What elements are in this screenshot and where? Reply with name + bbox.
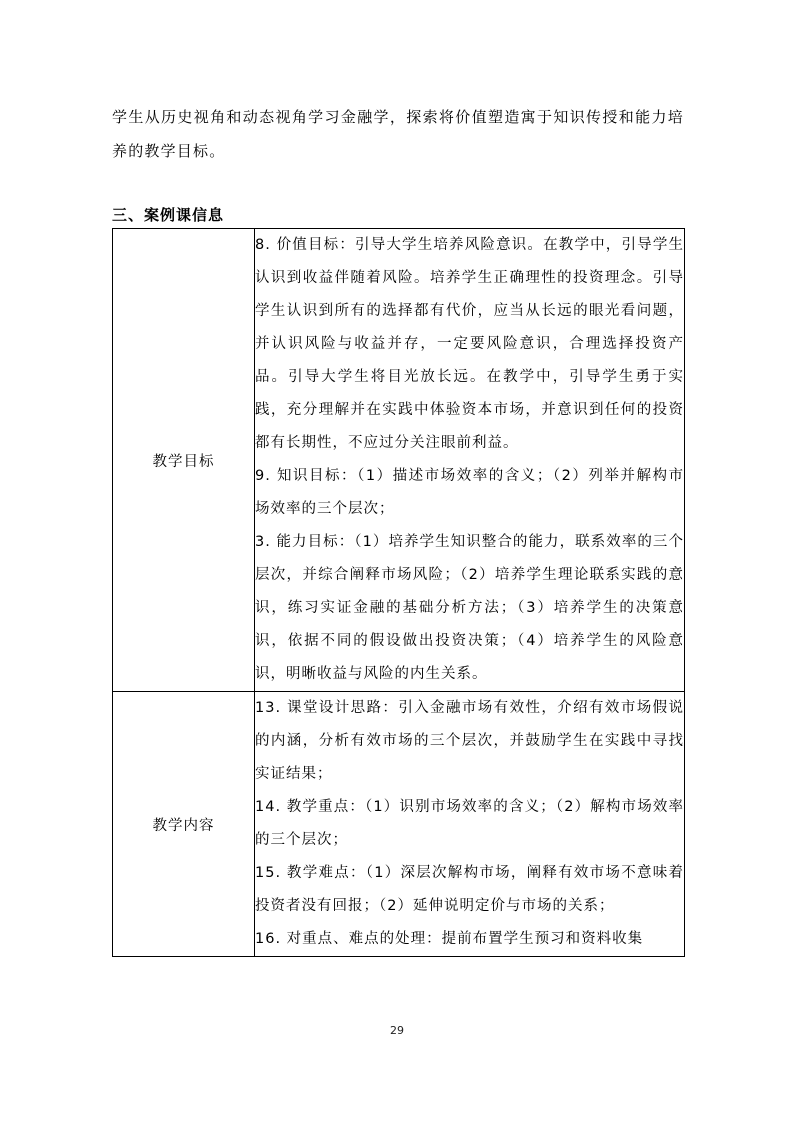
row-label-teaching-objectives: 教学目标 bbox=[113, 229, 255, 692]
intro-text bbox=[112, 100, 684, 168]
knowledge-objective-paragraph: 9. 知识目标：（1）描述市场效率的含义；（2）列举并解构市场效率的三个层次； bbox=[255, 468, 684, 517]
difficult-points-paragraph: 15. 教学难点：（1）深层次解构市场，阐释有效市场不意味着投资者没有回报；（2）延伸说明定价与市场的关系； bbox=[255, 865, 684, 914]
key-points-paragraph: 14. 教学重点：（1）识别市场效率的含义；（2）解构市场效率的三个层次； bbox=[255, 799, 684, 848]
row-label-teaching-content: 教学内容 bbox=[113, 692, 255, 957]
ability-objective-paragraph: 3. 能力目标：（1）培养学生知识整合的能力，联系效率的三个层次，并综合阐释市场风险；（2）培养学生理论联系实践的意识，练习实证金融的基础分析方法；（3）培养学生的决策意识，依据不同的假设做出投资决策；（4）培养学生的风险意识，明晰收益与风险的内生关系。 bbox=[255, 534, 684, 682]
handling-paragraph: 16. 对重点、难点的处理：提前布置学生预习和资料收集 bbox=[255, 931, 644, 947]
table-row-teaching-objectives bbox=[113, 229, 685, 692]
page-number: 29 bbox=[390, 1024, 404, 1037]
row-content-teaching-objectives bbox=[255, 229, 685, 692]
course-info-table bbox=[112, 228, 685, 957]
table-row-teaching-content bbox=[113, 692, 685, 957]
intro-paragraph: 学生从历史视角和动态视角学习金融学，探索将价值塑造寓于知识传授和能力培养的教学目标。 bbox=[112, 108, 684, 160]
value-objective-paragraph: 8. 价值目标：引导大学生培养风险意识。在教学中，引导学生认识到收益伴随着风险。培养学生正确理性的投资理念。引导学生认识到所有的选择都有代价，应当从长远的眼光看问题，并认识风险与收益并存，一定要风险意识，合理选择投资产品。引导大学生将目光放长远。在教学中，引导学生勇于实践，充分理解并在实践中体验资本市场，并意识到任何的投资都有长期性，不应过分关注眼前利益。 bbox=[255, 237, 684, 451]
section-heading: 三、案例课信息 bbox=[112, 206, 225, 224]
row-content-teaching-content bbox=[255, 692, 685, 957]
design-idea-paragraph: 13. 课堂设计思路：引入金融市场有效性，介绍有效市场假说的内涵，分析有效市场的三个层次，并鼓励学生在实践中寻找实证结果； bbox=[255, 700, 684, 782]
